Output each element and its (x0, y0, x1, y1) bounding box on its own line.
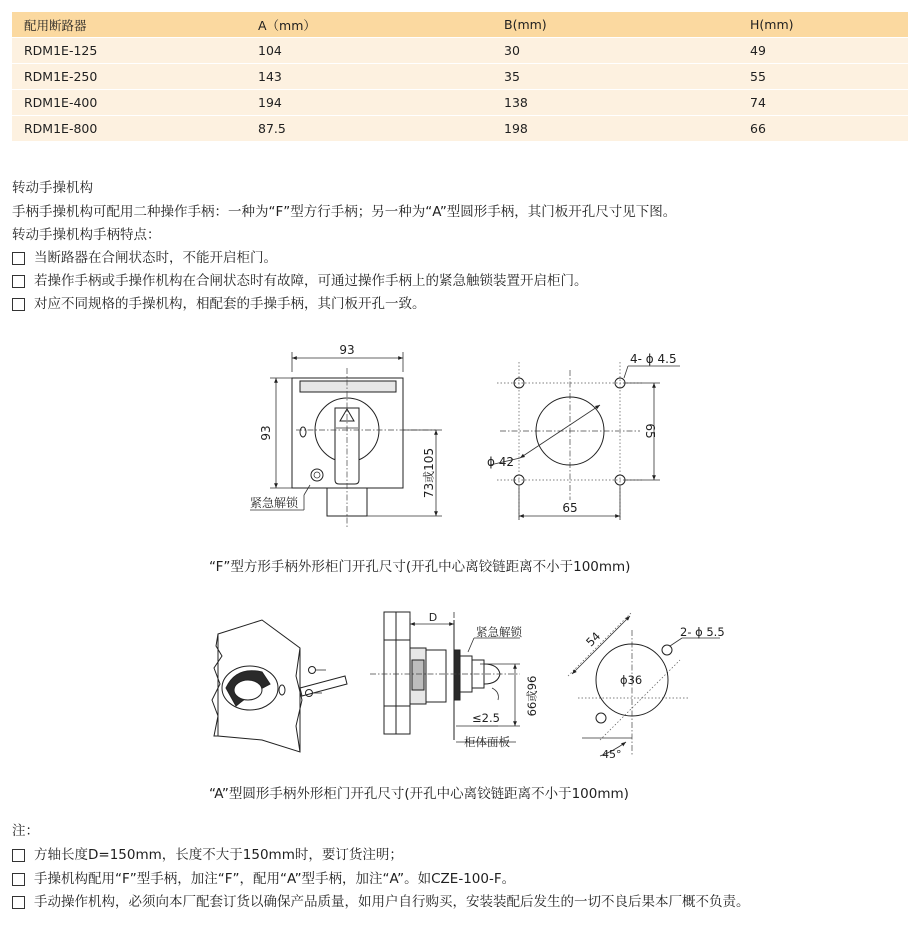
header-h: H(mm) (738, 12, 908, 38)
emergency-release-label-a: 紧急解锁 (476, 625, 522, 639)
dim-diag-label: 54 (583, 629, 604, 650)
dim-spacing-h-label: 65 (562, 501, 578, 515)
cell-a: 104 (246, 38, 492, 64)
figure-f-caption: “F”型方形手柄外形柜门开孔尺寸(开孔中心离铰链距离不小于100mm) (209, 559, 631, 575)
checkbox-icon (12, 849, 25, 862)
note-text: 手操机构配用“F”型手柄，加注“F”，配用“A”型手柄，加注“A”。如CZE-100-F。 (34, 871, 516, 887)
cell-b: 138 (492, 90, 738, 116)
cutout-diameter-label-a: ϕ36 (620, 673, 643, 687)
feature-text: 对应不同规格的手操机构，相配套的手操手柄，其门板开孔一致。 (34, 296, 426, 312)
figure-a-caption: “A”型圆形手柄外形柜门开孔尺寸(开孔中心离铰链距离不小于100mm) (209, 786, 629, 802)
cell-model: RDM1E-125 (12, 38, 246, 64)
header-a: A（mm） (246, 12, 492, 38)
angle-label: 45° (602, 748, 622, 761)
note-text: 手动操作机构，必须向本厂配套订货以确保产品质量，如用户自行购买，安装装配后发生的一切不良后果本厂概不负责。 (34, 894, 750, 910)
cell-h: 55 (738, 64, 908, 90)
cell-model: RDM1E-400 (12, 90, 246, 116)
hole-spec-label-a: 2- ϕ 5.5 (680, 625, 725, 639)
section-title: 转动手操机构 (12, 180, 93, 196)
cell-b: 30 (492, 38, 738, 64)
notes-title: 注： (12, 823, 39, 839)
cell-h: 66 (738, 116, 908, 142)
checkbox-icon (12, 896, 25, 909)
cell-h: 49 (738, 38, 908, 64)
cell-b: 35 (492, 64, 738, 90)
a-handle-iso-view (212, 620, 347, 752)
dim-height-label: 93 (259, 425, 273, 441)
note-item (12, 870, 515, 888)
checkbox-icon (12, 873, 25, 886)
cell-h: 74 (738, 90, 908, 116)
feature-text: 若操作手柄或手操作机构在合闸状态时有故障，可通过操作手柄上的紧急触锁装置开启柜门。 (34, 273, 588, 289)
cell-a: 194 (246, 90, 492, 116)
dim-width-label: 93 (339, 343, 355, 357)
features-title: 转动手操机构手柄特点： (12, 227, 161, 243)
header-b: B(mm) (492, 12, 738, 38)
cutout-diameter-label: ϕ 42 (487, 455, 514, 469)
section-intro: 手柄手操机构可配用二种操作手柄：一种为“F”型方行手柄；另一种为“A”型圆形手柄，其门板开孔尺寸见下图。 (12, 204, 677, 220)
feature-text: 当断路器在合闸状态时，不能开启柜门。 (34, 250, 277, 266)
note-item (12, 846, 403, 864)
dim-height-label-a: 66或96 (525, 675, 539, 717)
dim-d-label: D (428, 611, 438, 624)
cell-b: 198 (492, 116, 738, 142)
hole-spec-label: 4- ϕ 4.5 (630, 352, 677, 366)
cell-a: 87.5 (246, 116, 492, 142)
cell-model: RDM1E-800 (12, 116, 246, 142)
dim-gap-label: ≤2.5 (472, 711, 500, 725)
cell-model: RDM1E-250 (12, 64, 246, 90)
emergency-release-label: 紧急解锁 (250, 496, 299, 510)
dim-depth-label: 73或105 (422, 447, 436, 499)
note-item (12, 893, 750, 911)
header-breaker: 配用断路器 (12, 12, 246, 38)
dim-spacing-v-label: 65 (643, 423, 657, 439)
cell-a: 143 (246, 64, 492, 90)
panel-label: 柜体面板 (464, 735, 510, 749)
note-text: 方轴长度D=150mm，长度不大于150mm时，要订货注明； (34, 847, 403, 863)
